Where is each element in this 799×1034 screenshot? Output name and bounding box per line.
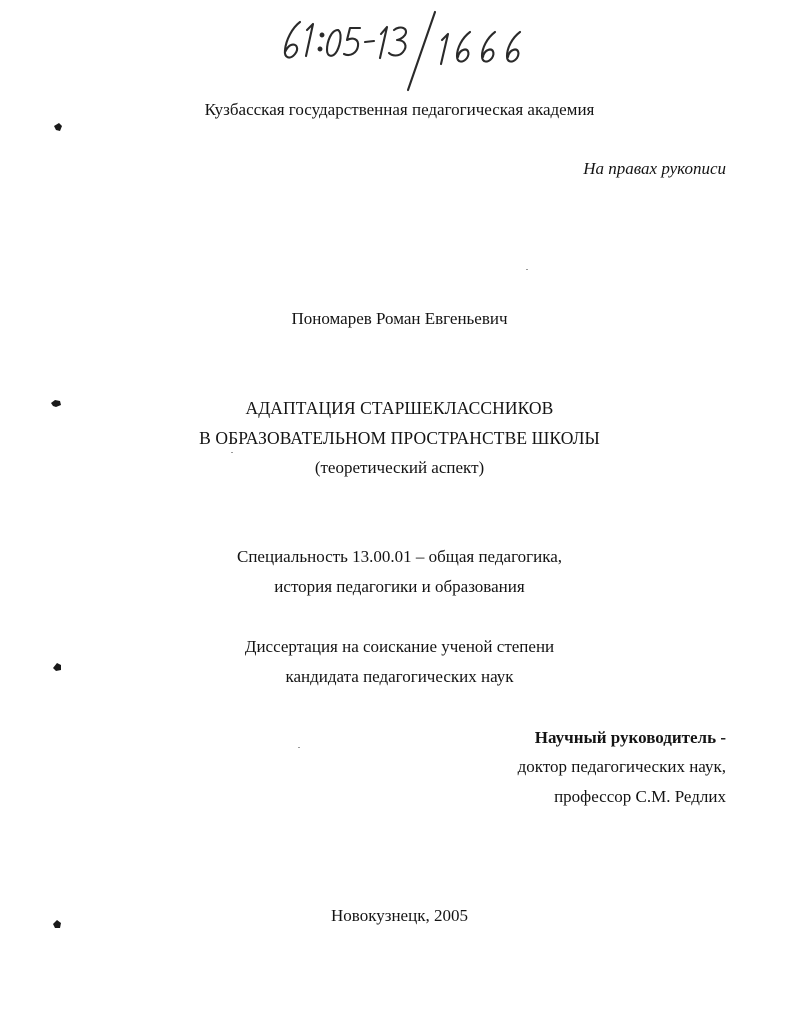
place-and-year: Новокузнецк, 2005 <box>331 906 468 925</box>
scan-speck <box>526 269 528 270</box>
institution-name: Кузбасская государственная педагогическая академия <box>204 100 595 119</box>
author-name: Пономарев Роман Евгеньевич <box>291 309 508 328</box>
binding-hole-mark-icon <box>51 918 63 930</box>
specialty-line-1: Специальность 13.00.01 – общая педагогика, <box>237 547 562 566</box>
binding-hole-mark-icon <box>50 397 62 409</box>
degree-line-1: Диссертация на соискание ученой степени <box>244 637 555 656</box>
supervisor-name: профессор С.М. Редлих <box>554 787 726 806</box>
supervisor-degree: доктор педагогических наук, <box>517 757 726 776</box>
manuscript-rights-note: На правах рукописи <box>583 159 726 178</box>
supervisor-heading: Научный руководитель - <box>534 728 726 747</box>
specialty-line-2: история педагогики и образования <box>274 577 525 596</box>
degree-line-2: кандидата педагогических наук <box>285 667 514 686</box>
dissertation-subtitle: (теоретический аспект) <box>314 458 485 477</box>
binding-hole-mark-icon <box>51 661 63 673</box>
scan-speck <box>231 452 233 453</box>
dissertation-title-line-2: В ОБРАЗОВАТЕЛЬНОМ ПРОСТРАНСТВЕ ШКОЛЫ <box>199 428 600 448</box>
dissertation-title-line-1: АДАПТАЦИЯ СТАРШЕКЛАССНИКОВ <box>245 398 554 418</box>
handwritten-archive-code <box>270 8 570 92</box>
handwriting-stamp-drawing <box>270 8 570 92</box>
binding-hole-mark-icon <box>52 121 64 133</box>
scan-speck <box>298 747 300 748</box>
